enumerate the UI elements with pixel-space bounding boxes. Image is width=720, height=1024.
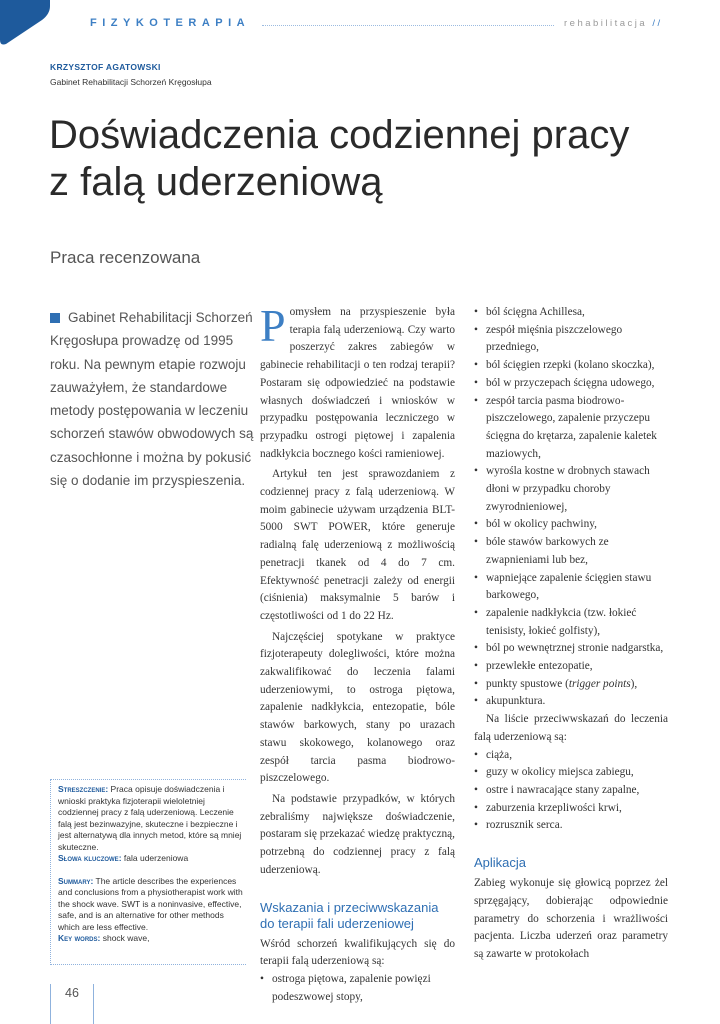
footer-rule-left [50, 984, 51, 1024]
lead-paragraph [50, 306, 255, 492]
page-number: 46 [65, 986, 79, 1000]
body-column-2 [260, 300, 455, 1006]
keywords-pl-label: Słowa kluczowe: [58, 853, 122, 863]
body-paragraph-6: Na liście przeciwwskazań do leczenia falą uderzeniową są: [474, 713, 668, 743]
list-item: • ostre i nawracające stany zapalne, [474, 782, 668, 800]
body-paragraph-1-text: omysłem na przyspieszenie była terapia falą uderzeniową. Czy warto poszerzyć zakres zabiegów w gabinecie rehabilitacji o ten rodzaj terapii? Postaram się odpowiedzieć na podstawie własnych doświadczeń i wniosków w przypadku postępowania leczniczego w przypadku ostrogi piętowej i zapalenia nadkłykcia bocznego kości ramieniowej. [260, 306, 455, 460]
keywords-en-text: shock wave, [102, 933, 150, 943]
list-item: • zespół mięśnia piszczelowego przedniego, [474, 322, 668, 357]
list-item: • ból w przyczepach ścięgna udowego, [474, 375, 668, 393]
list-item: • ciąża, [474, 747, 668, 765]
category-header [564, 18, 663, 29]
abstract-box [50, 779, 246, 965]
category-separator: // [652, 18, 663, 29]
abstract-en [58, 876, 246, 934]
indications-list-start [260, 971, 455, 1006]
author-name: KRZYSZTOF AGATOWSKI [50, 62, 161, 72]
heading-aplikacja: Aplikacja [474, 855, 527, 871]
list-item: • ból w okolicy pachwiny, [474, 516, 668, 534]
trigger-suffix: ), [630, 677, 638, 690]
keywords-en [58, 933, 246, 945]
body-paragraph-4: Na podstawie przypadków, w których zebraliśmy największe doświadczenie, postaram się przekazać wiedzę praktyczną, potrzebną do codziennej pracy z falą uderzeniową. [260, 792, 455, 876]
drop-cap: P [260, 300, 286, 351]
abstract-en-label: Summary: [58, 875, 94, 886]
list-item: • wyrośla kostne w drobnych stawach dłoni w przypadku choroby zwyrodnieniowej, [474, 463, 668, 516]
corner-tab-decoration [0, 0, 50, 46]
list-item: • wapniejące zapalenie ścięgien stawu barkowego, [474, 570, 668, 605]
keywords-pl-text: fala uderzeniowa [123, 853, 189, 863]
body-paragraph-3: Najczęściej spotykane w praktyce fizjoterapeuty dolegliwości, które można zakwalifikować do leczenia falami uderzeniowymi, to ostroga piętowa, zapalenie nadkłykcia, entezopatie, bóle stawów barkowych, stany po urazach stawu skokowego, kolanowego oraz zespół tarcia pasma biodrowo-piszczelowego. [260, 630, 455, 785]
indications-list-end [474, 676, 668, 711]
list-item [474, 676, 668, 694]
list-item: • bóle stawów barkowych ze zwapnieniami lub bez, [474, 534, 668, 569]
list-item: • ból ścięgna Achillesa, [474, 304, 668, 322]
list-item: • akupunktura. [474, 693, 668, 711]
list-item: • ból ścięgien rzepki (kolano skoczka), [474, 357, 668, 375]
trigger-prefix: punkty spustowe ( [486, 677, 569, 690]
list-item: • rozrusznik serca. [474, 817, 668, 835]
article-title [49, 112, 689, 206]
body-paragraph-1 [260, 300, 455, 463]
list-item: • ból po wewnętrznej stronie nadgarstka, [474, 640, 668, 658]
section-header: FIZYKOTERAPIA [90, 17, 251, 29]
list-item: • zaburzenia krzepliwości krwi, [474, 800, 668, 818]
body-paragraph-2: Artykuł ten jest sprawozdaniem z codziennej pracy z falą uderzeniową. W moim gabinecie używam urządzenia BLT-5000 SWT POWER, które generuje radialną falę uderzeniową z możliwością penetracji tkanek od 4 do 7 cm. Efektywność penetracji zależy od energii (ciśnienia) maksymalnie 5 barów i częstotliwości od 1 do 22 Hz. [260, 468, 455, 622]
body-paragraph-7: Zabieg wykonuje się głowicą poprzez żel sprzęgający, dobierając odpowiednie parametry do schorzenia i wrażliwości pacjenta. Liczba uderzeń oraz parametry są zawarte w protokołach [474, 877, 668, 960]
author-affiliation: Gabinet Rehabilitacji Schorzeń Kręgosłupa [50, 77, 212, 87]
footer-rule-right [93, 984, 94, 1024]
article-subtitle: Praca recenzowana [50, 248, 201, 267]
keywords-pl [58, 853, 246, 865]
trigger-italic: trigger points [568, 677, 631, 690]
keywords-en-label: Key words: [58, 933, 101, 943]
title-line-1: Doświadczenia codziennej pracy [49, 113, 630, 157]
title-line-2: z falą uderzeniową [49, 160, 383, 204]
lead-text: Gabinet Rehabilitacji Schorzeń Kręgosłupa prowadzę od 1995 roku. Na pewnym etapie rozwoju zauważyłem, że standardowe metody postępowania w leczeniu schorzeń stawów obwodowych są czasochłonne i można by pokusić się o dodanie im przyspieszenia. [50, 310, 254, 489]
lead-square-marker [50, 313, 60, 323]
list-item: • zapalenie nadkłykcia (tzw. łokieć tenisisty, łokieć golfisty), [474, 605, 668, 640]
body-column-3 [474, 304, 668, 964]
abstract-pl [58, 784, 246, 853]
list-item: • ostroga piętowa, zapalenie powięzi podeszwowej stopy, [260, 971, 455, 1006]
heading-wskazania: Wskazania i przeciwwskazania do terapii fali uderzeniowej [260, 899, 439, 931]
header-divider [262, 25, 554, 26]
list-item: • guzy w okolicy miejsca zabiegu, [474, 764, 668, 782]
abstract-pl-label: Streszczenie: [58, 784, 109, 794]
abstract-pl-text: Praca opisuje doświadczenia i wnioski praktyka fizjoterapii wieloletniej codziennej pracy z falą uderzeniową. Leczenie falą jest bezinwazyjne, skuteczne i bezpieczne i jest alternatywą dla innych metod, które są mniej skuteczne. [58, 784, 242, 852]
contraindications-list [474, 747, 668, 836]
indications-list [474, 304, 668, 676]
list-item: • zespół tarcia pasma biodrowo-piszczelowego, zapalenie przyczepu ścięgna do krętarza, zapalenie kaletek maziowych, [474, 393, 668, 464]
body-paragraph-5: Wśród schorzeń kwalifikujących się do terapii falą uderzeniową są: [260, 937, 455, 968]
list-item: • przewlekłe entezopatie, [474, 658, 668, 676]
category-label: rehabilitacja [564, 18, 648, 29]
abstract-en-text: The article describes the experiences and conclusions from a physiotherapist work with the shock wave. SWT is a noninvasive, effective, safe, and is an alternative for other methods which are less effective. [58, 875, 243, 932]
